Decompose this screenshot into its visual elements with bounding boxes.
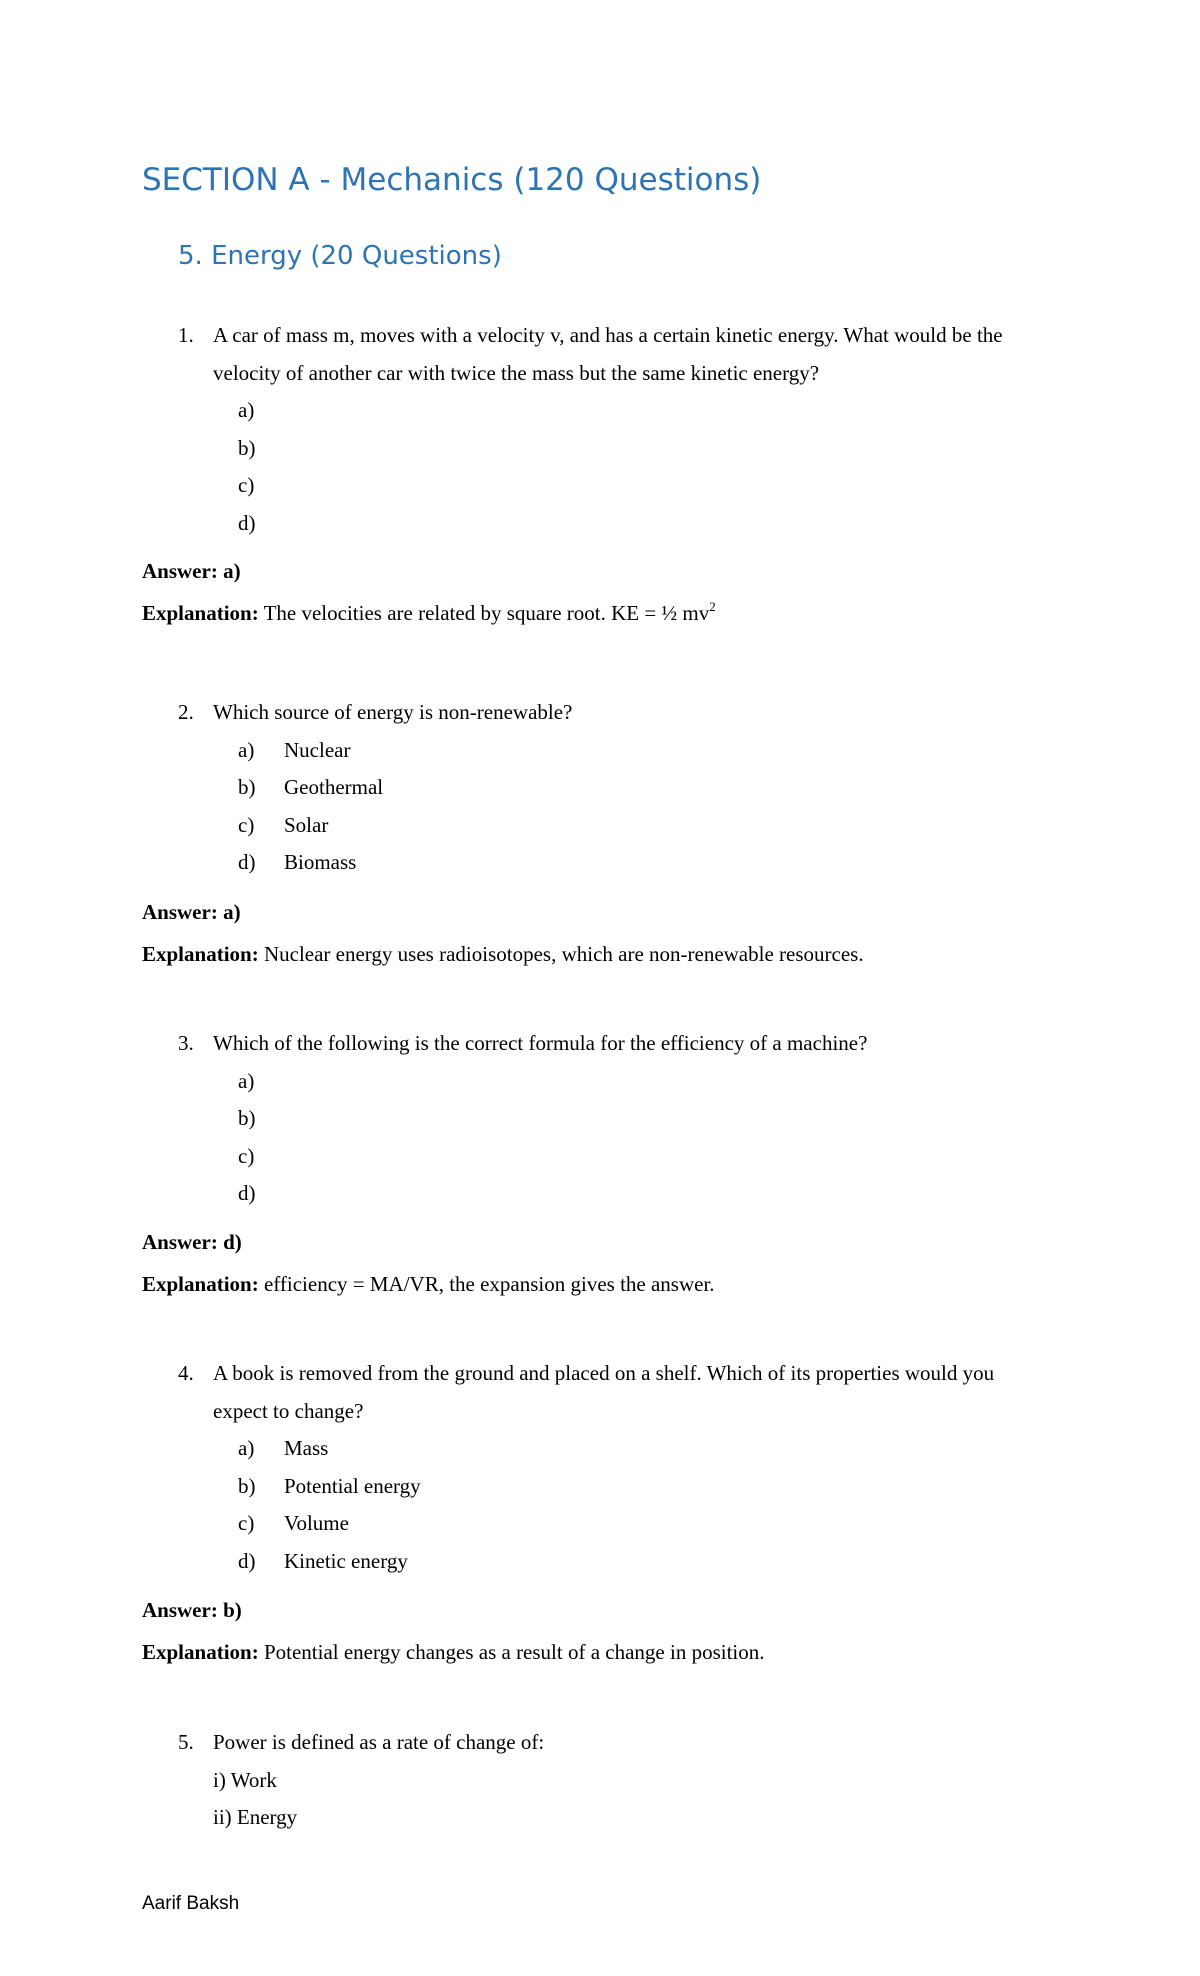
answer-3 — [142, 1230, 242, 1255]
option-d — [0, 505, 1200, 543]
question-line — [0, 1393, 1200, 1431]
option-label: b) — [238, 1473, 256, 1498]
option-label: a) — [238, 398, 255, 422]
option-c — [0, 1138, 1200, 1176]
option-label: d) — [238, 1181, 256, 1205]
section-title: SECTION A - Mechanics (120 Questions) — [142, 162, 762, 198]
explanation-prefix: Explanation: — [142, 1640, 259, 1664]
option-label: c) — [238, 1143, 255, 1168]
question-text: Power is defined as a rate of change of: — [213, 1730, 545, 1754]
question-number: 1. — [178, 323, 194, 347]
answer-value: d) — [223, 1230, 242, 1254]
question-2 — [0, 694, 1200, 882]
option-label: d) — [238, 850, 256, 874]
question-text: velocity of another car with twice the mass but the same kinetic energy? — [213, 360, 820, 385]
explanation-text: Potential energy changes as a result of a change in position. — [263, 1640, 765, 1664]
explanation-1 — [142, 601, 716, 626]
option-label: a) — [238, 1436, 255, 1460]
option-text: Potential energy — [284, 1473, 421, 1498]
explanation-2 — [142, 942, 864, 967]
option-label: a) — [238, 737, 255, 762]
option-a — [0, 732, 1200, 770]
question-number: 2. — [178, 700, 194, 724]
option-d — [0, 844, 1200, 882]
question-1 — [0, 317, 1200, 542]
answer-value: a) — [223, 559, 241, 583]
question-line — [0, 1025, 1200, 1063]
question-text: A book is removed from the ground and placed on a shelf. Which of its properties would you — [213, 1361, 995, 1385]
answer-2 — [142, 900, 241, 925]
explanation-prefix: Explanation: — [142, 942, 259, 966]
answer-1 — [142, 559, 241, 584]
answer-prefix: Answer: — [142, 900, 218, 924]
question-number: 3. — [178, 1031, 194, 1055]
option-label: c) — [238, 473, 255, 497]
option-d — [0, 1175, 1200, 1213]
question-text: Which of the following is the correct formula for the efficiency of a machine? — [213, 1031, 868, 1055]
option-text: Solar — [284, 812, 329, 837]
explanation-superscript: 2 — [709, 599, 716, 614]
question-number: 5. — [178, 1730, 194, 1754]
question-line — [0, 1724, 1200, 1762]
option-a — [0, 1430, 1200, 1468]
answer-value: b) — [223, 1598, 242, 1622]
option-c — [0, 467, 1200, 505]
option-b — [0, 430, 1200, 468]
question-line — [0, 1355, 1200, 1393]
option-a — [0, 1063, 1200, 1101]
option-label: a) — [238, 1068, 255, 1093]
explanation-prefix: Explanation: — [142, 601, 259, 625]
question-line — [0, 355, 1200, 393]
option-text: Mass — [284, 1436, 329, 1460]
question-text: expect to change? — [213, 1398, 364, 1423]
option-label: b) — [238, 775, 256, 799]
explanation-text: efficiency = MA/VR, the expansion gives the answer. — [263, 1272, 715, 1296]
option-text: Geothermal — [284, 775, 384, 799]
sub-item-text: i) Work — [213, 1767, 277, 1792]
option-a — [0, 392, 1200, 430]
sub-item — [0, 1762, 1200, 1800]
option-b — [0, 769, 1200, 807]
option-label: b) — [238, 435, 256, 460]
option-label: c) — [238, 1511, 255, 1535]
explanation-text: Nuclear energy uses radioisotopes, which are non-renewable resources. — [263, 942, 864, 966]
option-d — [0, 1543, 1200, 1581]
question-line — [0, 317, 1200, 355]
option-text: Nuclear — [284, 737, 351, 762]
question-line — [0, 694, 1200, 732]
explanation-3 — [142, 1272, 715, 1297]
option-c — [0, 1505, 1200, 1543]
question-number: 4. — [178, 1361, 194, 1385]
option-b — [0, 1468, 1200, 1506]
sub-item — [0, 1799, 1200, 1837]
answer-4 — [142, 1598, 242, 1623]
question-text: Which source of energy is non-renewable? — [213, 700, 573, 724]
option-label: b) — [238, 1106, 256, 1130]
sub-item-text: ii) Energy — [213, 1805, 298, 1829]
explanation-prefix: Explanation: — [142, 1272, 259, 1296]
answer-prefix: Answer: — [142, 1598, 218, 1622]
option-b — [0, 1100, 1200, 1138]
explanation-text: The velocities are related by square root. KE = ½ mv — [263, 601, 710, 625]
option-text: Volume — [284, 1511, 349, 1535]
answer-prefix: Answer: — [142, 559, 218, 583]
question-3 — [0, 1025, 1200, 1213]
option-label: d) — [238, 1548, 256, 1573]
explanation-4 — [142, 1640, 765, 1665]
answer-value: a) — [223, 900, 241, 924]
question-text: A car of mass m, moves with a velocity v, and has a certain kinetic energy. What would be the — [213, 323, 1003, 347]
option-c — [0, 807, 1200, 845]
footer-author: Aarif Baksh — [142, 1893, 240, 1914]
question-5 — [0, 1724, 1200, 1837]
option-label: d) — [238, 510, 256, 535]
option-label: c) — [238, 812, 255, 837]
question-4 — [0, 1355, 1200, 1580]
subsection-title: 5. Energy (20 Questions) — [178, 241, 502, 271]
answer-prefix: Answer: — [142, 1230, 218, 1254]
option-text: Kinetic energy — [284, 1548, 408, 1573]
option-text: Biomass — [284, 850, 357, 874]
